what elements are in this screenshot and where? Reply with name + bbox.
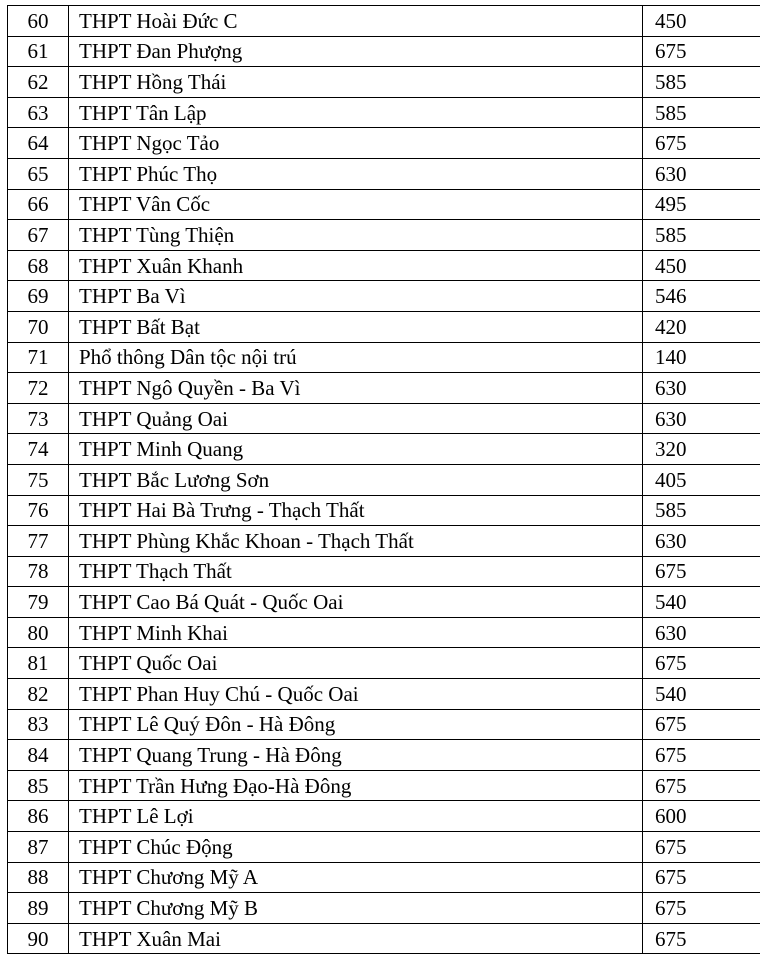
row-number-cell: 86 xyxy=(8,801,69,832)
quota-value-cell: 420 xyxy=(643,311,760,342)
table-row xyxy=(8,311,760,342)
row-number-cell: 62 xyxy=(8,67,69,98)
quota-value-cell: 675 xyxy=(643,36,760,67)
school-name-cell: THPT Lê Lợi xyxy=(69,801,643,832)
school-name-cell: THPT Xuân Khanh xyxy=(69,250,643,281)
school-name-cell: Phổ thông Dân tộc nội trú xyxy=(69,342,643,373)
row-number-cell: 60 xyxy=(8,6,69,37)
quota-value-cell: 675 xyxy=(643,862,760,893)
table-row xyxy=(8,158,760,189)
quota-value-cell: 675 xyxy=(643,832,760,863)
table-row xyxy=(8,6,760,37)
table-row xyxy=(8,128,760,159)
quota-value-cell: 585 xyxy=(643,220,760,251)
table-row xyxy=(8,679,760,710)
table-row xyxy=(8,893,760,924)
table-row xyxy=(8,434,760,465)
school-name-cell: THPT Phùng Khắc Khoan - Thạch Thất xyxy=(69,526,643,557)
quota-value-cell: 675 xyxy=(643,893,760,924)
table-row xyxy=(8,495,760,526)
quota-value-cell: 630 xyxy=(643,373,760,404)
school-name-cell: THPT Hoài Đức C xyxy=(69,6,643,37)
quota-value-cell: 540 xyxy=(643,587,760,618)
table-row xyxy=(8,36,760,67)
row-number-cell: 89 xyxy=(8,893,69,924)
quota-value-cell: 450 xyxy=(643,6,760,37)
table-row xyxy=(8,373,760,404)
table-row xyxy=(8,740,760,771)
school-name-cell: THPT Chương Mỹ B xyxy=(69,893,643,924)
school-name-cell: THPT Ba Vì xyxy=(69,281,643,312)
table-row xyxy=(8,250,760,281)
quota-value-cell: 630 xyxy=(643,158,760,189)
table-body xyxy=(8,6,760,954)
table-row xyxy=(8,770,760,801)
table-row xyxy=(8,862,760,893)
quota-value-cell: 450 xyxy=(643,250,760,281)
quota-value-cell: 140 xyxy=(643,342,760,373)
quota-value-cell: 675 xyxy=(643,128,760,159)
school-table-container xyxy=(7,5,760,954)
row-number-cell: 74 xyxy=(8,434,69,465)
row-number-cell: 75 xyxy=(8,464,69,495)
quota-value-cell: 675 xyxy=(643,648,760,679)
school-name-cell: THPT Quốc Oai xyxy=(69,648,643,679)
row-number-cell: 67 xyxy=(8,220,69,251)
row-number-cell: 85 xyxy=(8,770,69,801)
school-name-cell: THPT Hai Bà Trưng - Thạch Thất xyxy=(69,495,643,526)
row-number-cell: 81 xyxy=(8,648,69,679)
quota-value-cell: 585 xyxy=(643,495,760,526)
row-number-cell: 79 xyxy=(8,587,69,618)
school-name-cell: THPT Bắc Lương Sơn xyxy=(69,464,643,495)
row-number-cell: 78 xyxy=(8,556,69,587)
row-number-cell: 80 xyxy=(8,617,69,648)
row-number-cell: 90 xyxy=(8,923,69,954)
row-number-cell: 65 xyxy=(8,158,69,189)
row-number-cell: 73 xyxy=(8,403,69,434)
row-number-cell: 88 xyxy=(8,862,69,893)
quota-value-cell: 600 xyxy=(643,801,760,832)
table-row xyxy=(8,189,760,220)
school-name-cell: THPT Quang Trung - Hà Đông xyxy=(69,740,643,771)
table-row xyxy=(8,709,760,740)
table-row xyxy=(8,648,760,679)
quota-value-cell: 675 xyxy=(643,556,760,587)
school-name-cell: THPT Trần Hưng Đạo-Hà Đông xyxy=(69,770,643,801)
table-row xyxy=(8,403,760,434)
school-name-cell: THPT Hồng Thái xyxy=(69,67,643,98)
school-quota-table xyxy=(7,5,760,954)
table-row xyxy=(8,923,760,954)
quota-value-cell: 320 xyxy=(643,434,760,465)
row-number-cell: 64 xyxy=(8,128,69,159)
school-name-cell: THPT Lê Quý Đôn - Hà Đông xyxy=(69,709,643,740)
quota-value-cell: 585 xyxy=(643,67,760,98)
quota-value-cell: 546 xyxy=(643,281,760,312)
quota-value-cell: 495 xyxy=(643,189,760,220)
quota-value-cell: 585 xyxy=(643,97,760,128)
school-name-cell: THPT Tân Lập xyxy=(69,97,643,128)
row-number-cell: 83 xyxy=(8,709,69,740)
row-number-cell: 70 xyxy=(8,311,69,342)
row-number-cell: 76 xyxy=(8,495,69,526)
school-name-cell: THPT Minh Quang xyxy=(69,434,643,465)
school-name-cell: THPT Đan Phượng xyxy=(69,36,643,67)
school-name-cell: THPT Chúc Động xyxy=(69,832,643,863)
table-row xyxy=(8,526,760,557)
row-number-cell: 63 xyxy=(8,97,69,128)
school-name-cell: THPT Thạch Thất xyxy=(69,556,643,587)
school-name-cell: THPT Phan Huy Chú - Quốc Oai xyxy=(69,679,643,710)
school-name-cell: THPT Ngọc Tảo xyxy=(69,128,643,159)
school-name-cell: THPT Minh Khai xyxy=(69,617,643,648)
table-row xyxy=(8,342,760,373)
row-number-cell: 87 xyxy=(8,832,69,863)
school-name-cell: THPT Chương Mỹ A xyxy=(69,862,643,893)
quota-value-cell: 675 xyxy=(643,709,760,740)
table-row xyxy=(8,617,760,648)
school-name-cell: THPT Vân Cốc xyxy=(69,189,643,220)
school-name-cell: THPT Phúc Thọ xyxy=(69,158,643,189)
row-number-cell: 71 xyxy=(8,342,69,373)
table-row xyxy=(8,220,760,251)
school-name-cell: THPT Tùng Thiện xyxy=(69,220,643,251)
quota-value-cell: 630 xyxy=(643,526,760,557)
table-row xyxy=(8,556,760,587)
quota-value-cell: 675 xyxy=(643,923,760,954)
row-number-cell: 69 xyxy=(8,281,69,312)
school-name-cell: THPT Bất Bạt xyxy=(69,311,643,342)
quota-value-cell: 630 xyxy=(643,403,760,434)
quota-value-cell: 405 xyxy=(643,464,760,495)
table-row xyxy=(8,587,760,618)
table-row xyxy=(8,832,760,863)
table-row xyxy=(8,67,760,98)
school-name-cell: THPT Quảng Oai xyxy=(69,403,643,434)
school-name-cell: THPT Ngô Quyền - Ba Vì xyxy=(69,373,643,404)
row-number-cell: 82 xyxy=(8,679,69,710)
table-row xyxy=(8,801,760,832)
quota-value-cell: 675 xyxy=(643,740,760,771)
row-number-cell: 68 xyxy=(8,250,69,281)
row-number-cell: 66 xyxy=(8,189,69,220)
row-number-cell: 72 xyxy=(8,373,69,404)
table-row xyxy=(8,281,760,312)
quota-value-cell: 675 xyxy=(643,770,760,801)
row-number-cell: 84 xyxy=(8,740,69,771)
school-name-cell: THPT Xuân Mai xyxy=(69,923,643,954)
row-number-cell: 77 xyxy=(8,526,69,557)
table-row xyxy=(8,97,760,128)
table-row xyxy=(8,464,760,495)
quota-value-cell: 540 xyxy=(643,679,760,710)
row-number-cell: 61 xyxy=(8,36,69,67)
quota-value-cell: 630 xyxy=(643,617,760,648)
school-name-cell: THPT Cao Bá Quát - Quốc Oai xyxy=(69,587,643,618)
